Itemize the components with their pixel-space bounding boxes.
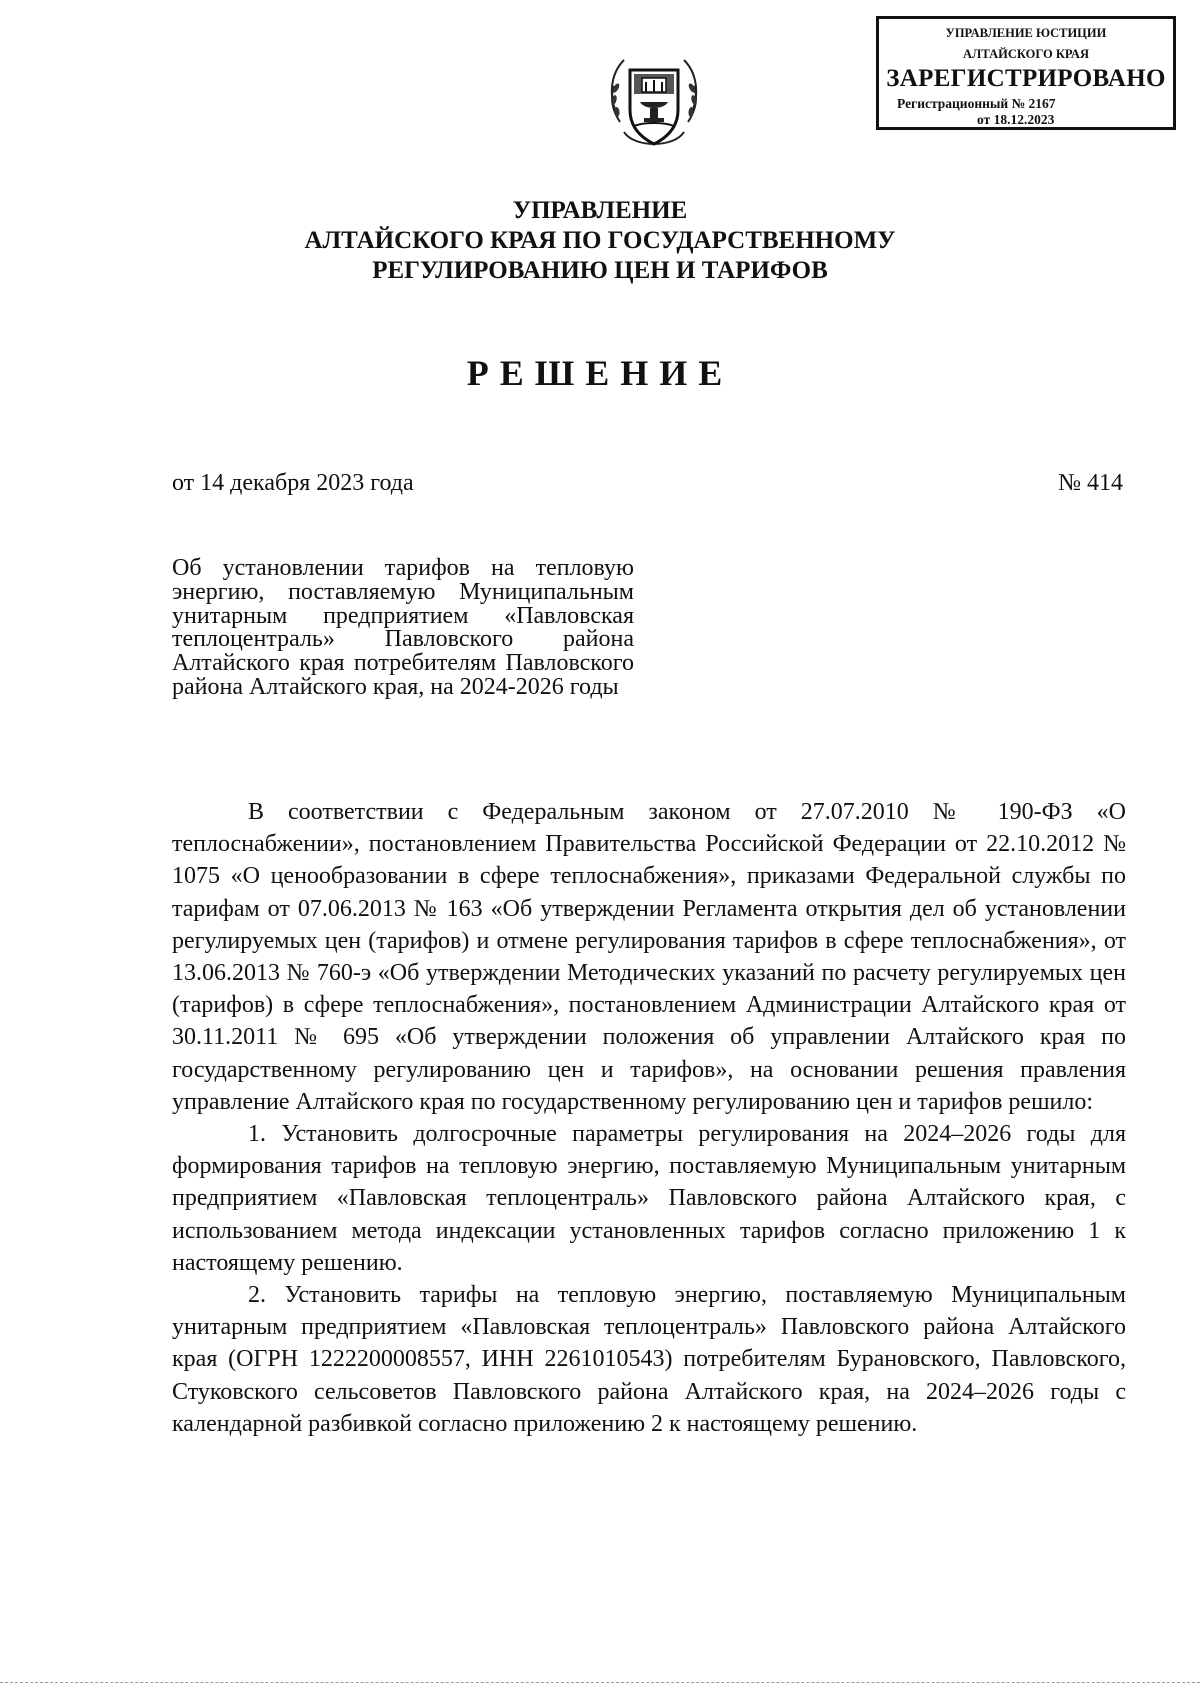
stamp-org-line2: АЛТАЙСКОГО КРАЯ bbox=[963, 47, 1089, 61]
stamp-org-line1: УПРАВЛЕНИЕ ЮСТИЦИИ bbox=[945, 26, 1107, 40]
document-subject: Об установлении тарифов на тепловую энергию, поставляемую Муниципальным унитарным предприятием «Павловская теплоцентраль» Павловского района Алтайского края потребителям Павловского района Алтайского края, на 2024-2026 годы bbox=[172, 555, 634, 700]
body-preamble: В соответствии с Федеральным законом от 27.07.2010 № 190-ФЗ «О теплоснабжении», постановлением Правительства Российской Федерации от 22.10.2012 № 1075 «О ценообразовании в сфере теплоснабжения», приказами Федеральной службы по тарифам от 07.06.2013 № 163 «Об утверждении Регламента открытия дел об установлении регулируемых цен (тарифов) и отмене регулирования тарифов в сфере теплоснабжения», от 13.06.2013 № 760-э «Об утверждении Методических указаний по расчету регулируемых цен (тарифов) в сфере теплоснабжения», постановлением Администрации Алтайского края от 30.11.2011 № 695 «Об утверждении положения об управлении Алтайского края по государственному регулированию цен и тарифов», на основании решения правления управление Алтайского края по государственному регулированию цен и тарифов решило: bbox=[172, 799, 1126, 1115]
header-line-2: АЛТАЙСКОГО КРАЯ ПО ГОСУДАРСТВЕННОМУ bbox=[304, 227, 896, 254]
stamp-status: ЗАРЕГИСТРИРОВАНО bbox=[886, 65, 1166, 92]
page-bottom-rule bbox=[0, 1682, 1200, 1683]
document-number: № 414 bbox=[1058, 470, 1123, 496]
header-line-3: РЕГУЛИРОВАНИЮ ЦЕН И ТАРИФОВ bbox=[372, 257, 828, 284]
body-item-2: 2. Установить тарифы на тепловую энергию, поставляемую Муниципальным унитарным предприятием «Павловская теплоцентраль» Павловского района Алтайского края (ОГРН 1222200008557, ИНН 2261010543) потребителям Бурановского, Павловского, Стуковского сельсоветов Павловского района Алтайского края, на 2024–2026 годы с календарной разбивкой согласно приложению 2 к настоящему решению. bbox=[172, 1282, 1126, 1437]
header-line-1: УПРАВЛЕНИЕ bbox=[512, 197, 688, 224]
document-type-title: РЕШЕНИЕ bbox=[466, 353, 734, 393]
body-item-1: 1. Установить долгосрочные параметры регулирования на 2024–2026 годы для формирования тарифов на тепловую энергию, поставляемую Муниципальным унитарным предприятием «Павловская теплоцентраль» Павловского района Алтайского края, с использованием метода индексации установленных тарифов согласно приложению 1 к настоящему решению. bbox=[172, 1121, 1126, 1276]
stamp-reg-date: от 18.12.2023 bbox=[977, 112, 1055, 127]
stamp-reg-number: Регистрационный № 2167 bbox=[897, 96, 1056, 111]
registration-stamp bbox=[876, 16, 1176, 130]
document-date: от 14 декабря 2023 года bbox=[172, 470, 414, 496]
coat-of-arms-icon bbox=[604, 48, 704, 162]
document-body bbox=[172, 796, 1126, 1440]
organization-header bbox=[0, 196, 1200, 286]
